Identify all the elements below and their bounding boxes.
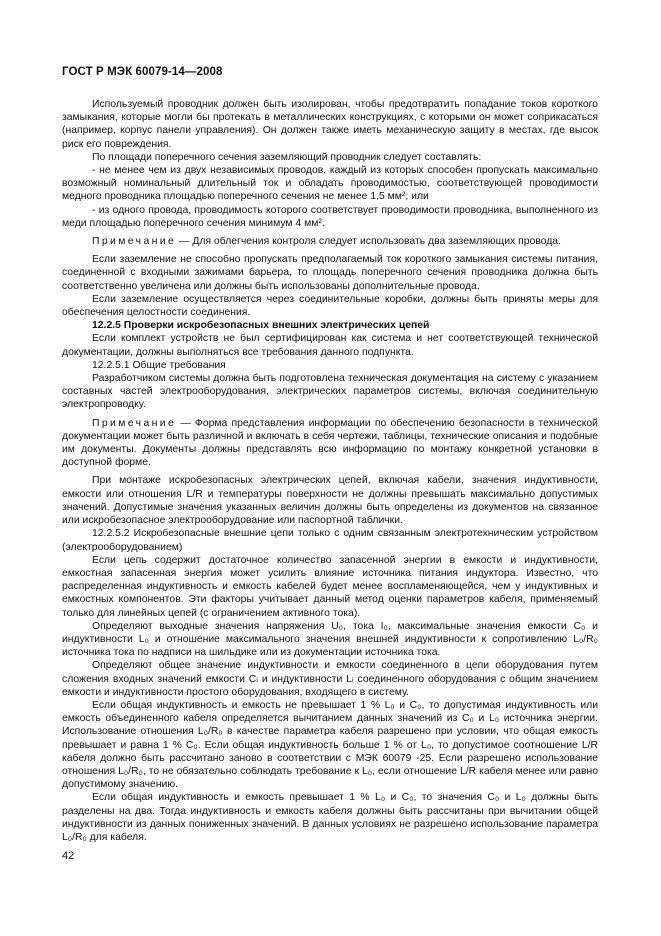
paragraph-5: Если заземление не способно пропускать предполагаемый ток короткого замыкания системы питания, соединенной с входными зажимами барьера, то площадь поперечного сечения проводника должна быть соответственно увеличена или должны быть использованы дополнительные провода.	[62, 254, 598, 292]
note-1-text: — Для облегчения контроля следует использовать два заземляющих провода.	[176, 236, 561, 248]
list-item-1: - не менее чем из двух независимых проводов, каждый из которых способен пропускать максимально возможный номинальный длительный ток и обладать проводимостью, соответствующей проводимости медного проводника площадью поперечного сечения не менее 1,5 мм²; или	[62, 165, 598, 203]
subsection-heading-12-2-5-2: 12.2.5.2 Искробезопасные внешние цепи только с одним связанным электротехническим устройством (электрооборудованием)	[62, 528, 598, 553]
document-header: ГОСТ Р МЭК 60079-14—2008	[62, 66, 223, 78]
paragraph-2: По площади поперечного сечения заземляющий проводник следует составлять:	[92, 151, 482, 163]
paragraph-14: Если общая индуктивность и емкость превышает 1 % L₀ и C₀, то значения C₀ и L₀ должны быть разделены на два. Тогда индуктивность и емкость кабеля должны быть рассчитаны при вычитании общей индуктивности из данных пониженных значений. В данных условиях не разрешено использование параметра L₀/R₀ для кабеля.	[62, 792, 598, 843]
paragraph-7: Если комплект устройств не был сертифицирован как система и нет соответствующей технической документации, должны выполняться все требования данного подпункта.	[62, 333, 598, 358]
section-heading-12-2-5: 12.2.5 Проверки искробезопасных внешних электрических цепей	[92, 320, 430, 332]
paragraph-10: Если цепь содержит достаточное количество запасенной энергии в емкости и индуктивности, емкостная запасенная энергия может усилить влияние источника питания индуктора. Известно, что распределенная индуктивность и емкость кабелей будет менее воспламеняющейся, чем у индуктивных и емкостных компонентов. Эти факторы учитывает данный метод оценки параметров кабеля, применяемый только для линейных цепей (с ограничением активного тока).	[62, 554, 598, 619]
note-1-label: Примечание	[92, 236, 177, 248]
note-2-label: Примечание	[92, 417, 177, 429]
page-number: 42	[62, 850, 75, 862]
paragraph-1: Используемый проводник должен быть изолирован, чтобы предотвратить попадание токов короткого замыкания, которые могли бы протекать в металлических конструкциях, с которыми он может соприкасаться (например, корпус панели управления). Он должен также иметь механическую защиту в местах, где высок риск его повреждения.	[62, 99, 598, 150]
note-2-text: — Форма представления информации по обеспечению безопасности в технической документации может быть различной и включать в себя чертежи, таблицы, технические описания и подобные им документы. Документы должны представлять всю информацию по монтажу конкретной установки в доступной форме.	[62, 417, 598, 469]
paragraph-11: Определяют выходные значения напряжения U₀, тока I₀, максимальные значения емкости C₀ и индуктивности L₀ и отношение максимального значения внешней индуктивности к сопротивлению L₀/R₀ источника тока по надписи на шильдике или из документации источника тока.	[62, 620, 598, 659]
paragraph-12: Определяют общее значение индуктивности и емкости соединенного в цепи оборудования путем сложения входных значений емкости Cᵢ и индуктивности Lᵢ соединенного оборудования с общим значением емкости и индуктивности простого оборудования, входящего в систему.	[62, 660, 598, 698]
paragraph-13: Если общая индуктивность и емкость не превышает 1 % L₀ и C₀, то допустимая индуктивность или емкость объединенного кабеля определяется вычитанием данных значений из C₀ и L₀ источника энергии. Использование отношения L₀/R₀ в качестве параметра кабеля разрешено при условии, что общая емкость превышает и равна 1 % C₀. Если общая индуктивность больше 1 % от L₀, то допустимое соотношение L/R кабеля должно быть рассчитано заново в соответствии с МЭК 60079 -25. Если разрешено использование отношения L₀/R₀, то не обязательно соблюдать требование к L₀, если отношение L/R кабеля менее или равно допустимому значению.	[62, 699, 598, 791]
paragraph-8: Разработчиком системы должна быть подготовлена техническая документация на систему с указанием составных частей электрооборудования, электрических параметров системы, включая соединительную электропроводку.	[62, 373, 598, 411]
note-2	[62, 417, 598, 470]
document-body	[62, 98, 598, 844]
paragraph-9: При монтаже искробезопасных электрических цепей, включая кабели, значения индуктивности, емкости или отношения L/R и температуры поверхности не должны превышать максимально допустимых значений. Допустимые значения указанных величин должны быть определены из документов на связанное или искробезопасное электрооборудование или паспортной таблички.	[62, 475, 598, 527]
list-item-2: - из одного провода, проводимость которого соответствует проводимости проводника, выполненного из меди площадью поперечного сечения минимум 4 мм².	[62, 204, 598, 229]
subsection-heading-12-2-5-1: 12.2.5.1 Общие требования	[92, 359, 226, 371]
paragraph-6: Если заземление осуществляется через соединительные коробки, должны быть приняты меры для обеспечения целостности соединения.	[62, 293, 598, 319]
note-1	[62, 235, 598, 248]
